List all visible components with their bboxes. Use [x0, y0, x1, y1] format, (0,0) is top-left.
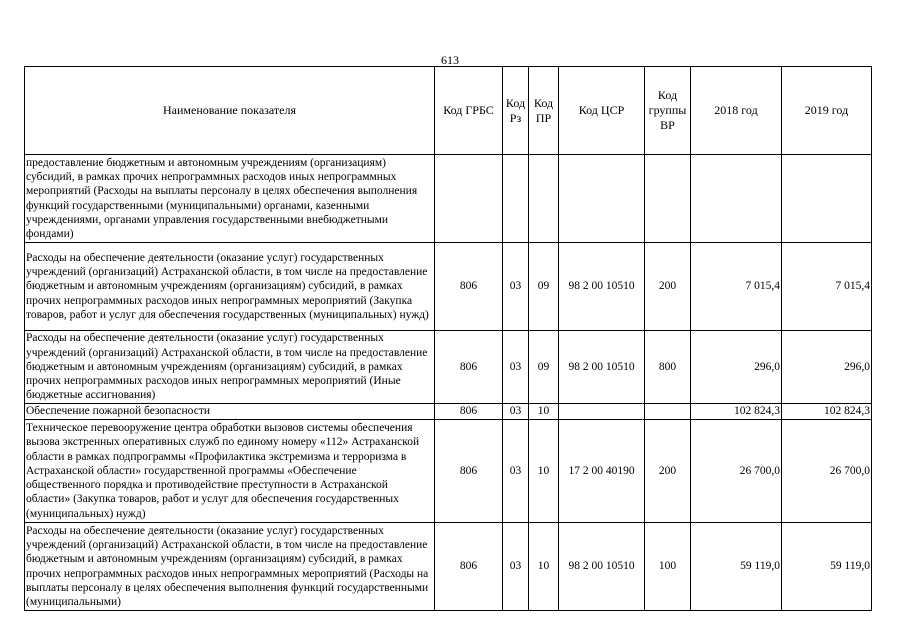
row-grbs: 806	[435, 420, 503, 523]
header-pr: Код ПР	[529, 67, 559, 155]
row-2018	[691, 155, 782, 243]
header-2019: 2019 год	[782, 67, 872, 155]
row-csr	[559, 155, 645, 243]
row-csr	[559, 404, 645, 420]
row-grbs: 806	[435, 243, 503, 331]
row-2019: 59 119,0	[782, 523, 872, 611]
row-grbs: 806	[435, 331, 503, 404]
row-name: Расходы на обеспечение деятельности (оказание услуг) государственных учреждений (организаций) Астраханской области, в том числе на предоставление бюджетным и автономным учреждениям (организациям) субсидий, в рамках прочих непрограммных расходов иных непрограммных мероприятий (Иные бюджетные ассигнования)	[25, 331, 435, 404]
row-pr: 09	[529, 243, 559, 331]
row-2019	[782, 155, 872, 243]
row-vr: 100	[645, 523, 691, 611]
row-2018: 102 824,3	[691, 404, 782, 420]
table-row	[25, 420, 872, 523]
header-csr: Код ЦСР	[559, 67, 645, 155]
table-row	[25, 331, 872, 404]
row-csr: 98 2 00 10510	[559, 331, 645, 404]
row-2018: 296,0	[691, 331, 782, 404]
row-2018: 59 119,0	[691, 523, 782, 611]
row-name: Расходы на обеспечение деятельности (оказание услуг) государственных учреждений (организаций) Астраханской области, в том числе на предоставление бюджетным и автономным учреждениям (организациям) субсидий, в рамках прочих непрограммных расходов иных непрограммных мероприятий (Закупка товаров, работ и услуг для обеспечения государственных (муниципальных) нужд)	[25, 243, 435, 331]
row-pr: 10	[529, 404, 559, 420]
row-2019: 102 824,3	[782, 404, 872, 420]
table-row	[25, 404, 872, 420]
row-rz: 03	[503, 523, 529, 611]
header-rz: Код Рз	[503, 67, 529, 155]
row-2018: 26 700,0	[691, 420, 782, 523]
row-pr: 10	[529, 523, 559, 611]
header-vr: Код группы ВР	[645, 67, 691, 155]
row-csr: 98 2 00 10510	[559, 523, 645, 611]
header-grbs: Код ГРБС	[435, 67, 503, 155]
table-row	[25, 155, 872, 243]
row-pr: 09	[529, 331, 559, 404]
row-vr: 800	[645, 331, 691, 404]
header-name: Наименование показателя	[25, 67, 435, 155]
budget-table	[24, 66, 872, 611]
table-row	[25, 523, 872, 611]
table-row	[25, 243, 872, 331]
row-csr: 17 2 00 40190	[559, 420, 645, 523]
row-rz: 03	[503, 331, 529, 404]
row-rz	[503, 155, 529, 243]
row-name: предоставление бюджетным и автономным учреждениям (организациям) субсидий, в рамках прочих непрограммных расходов иных непрограммных мероприятий (Расходы на выплаты персоналу в целях обеспечения выполнения функций государственными (муниципальными) органами, казенными учреждениями, органами управления государственными внебюджетными фондами)	[25, 155, 435, 243]
header-2018: 2018 год	[691, 67, 782, 155]
row-grbs: 806	[435, 523, 503, 611]
row-csr: 98 2 00 10510	[559, 243, 645, 331]
row-2019: 26 700,0	[782, 420, 872, 523]
row-2019: 7 015,4	[782, 243, 872, 331]
row-rz: 03	[503, 420, 529, 523]
row-grbs	[435, 155, 503, 243]
row-pr	[529, 155, 559, 243]
page-number: 613	[441, 53, 459, 67]
row-2018: 7 015,4	[691, 243, 782, 331]
row-rz: 03	[503, 404, 529, 420]
row-name: Техническое перевооружение центра обработки вызовов системы обеспечения вызова экстренных оперативных служб по единому номеру «112» Астраханской области в рамках подпрограммы «Профилактика экстремизма и терроризма в Астраханской области» государственной программы «Обеспечение общественного порядка и противодействие преступности в Астраханской области» (Закупка товаров, работ и услуг для обеспечения государственных (муниципальных) нужд)	[25, 420, 435, 523]
row-vr: 200	[645, 420, 691, 523]
row-pr: 10	[529, 420, 559, 523]
row-vr	[645, 404, 691, 420]
row-grbs: 806	[435, 404, 503, 420]
row-rz: 03	[503, 243, 529, 331]
row-2019: 296,0	[782, 331, 872, 404]
row-name: Расходы на обеспечение деятельности (оказание услуг) государственных учреждений (организаций) Астраханской области, в том числе на предоставление бюджетным и автономным учреждениям (организациям) субсидий, в рамках прочих непрограммных расходов иных непрограммных мероприятий (Расходы на выплаты персоналу в целях обеспечения выполнения функций государственными (муниципальными)	[25, 523, 435, 611]
row-vr	[645, 155, 691, 243]
row-name: Обеспечение пожарной безопасности	[25, 404, 435, 420]
row-vr: 200	[645, 243, 691, 331]
header-row	[25, 67, 872, 155]
